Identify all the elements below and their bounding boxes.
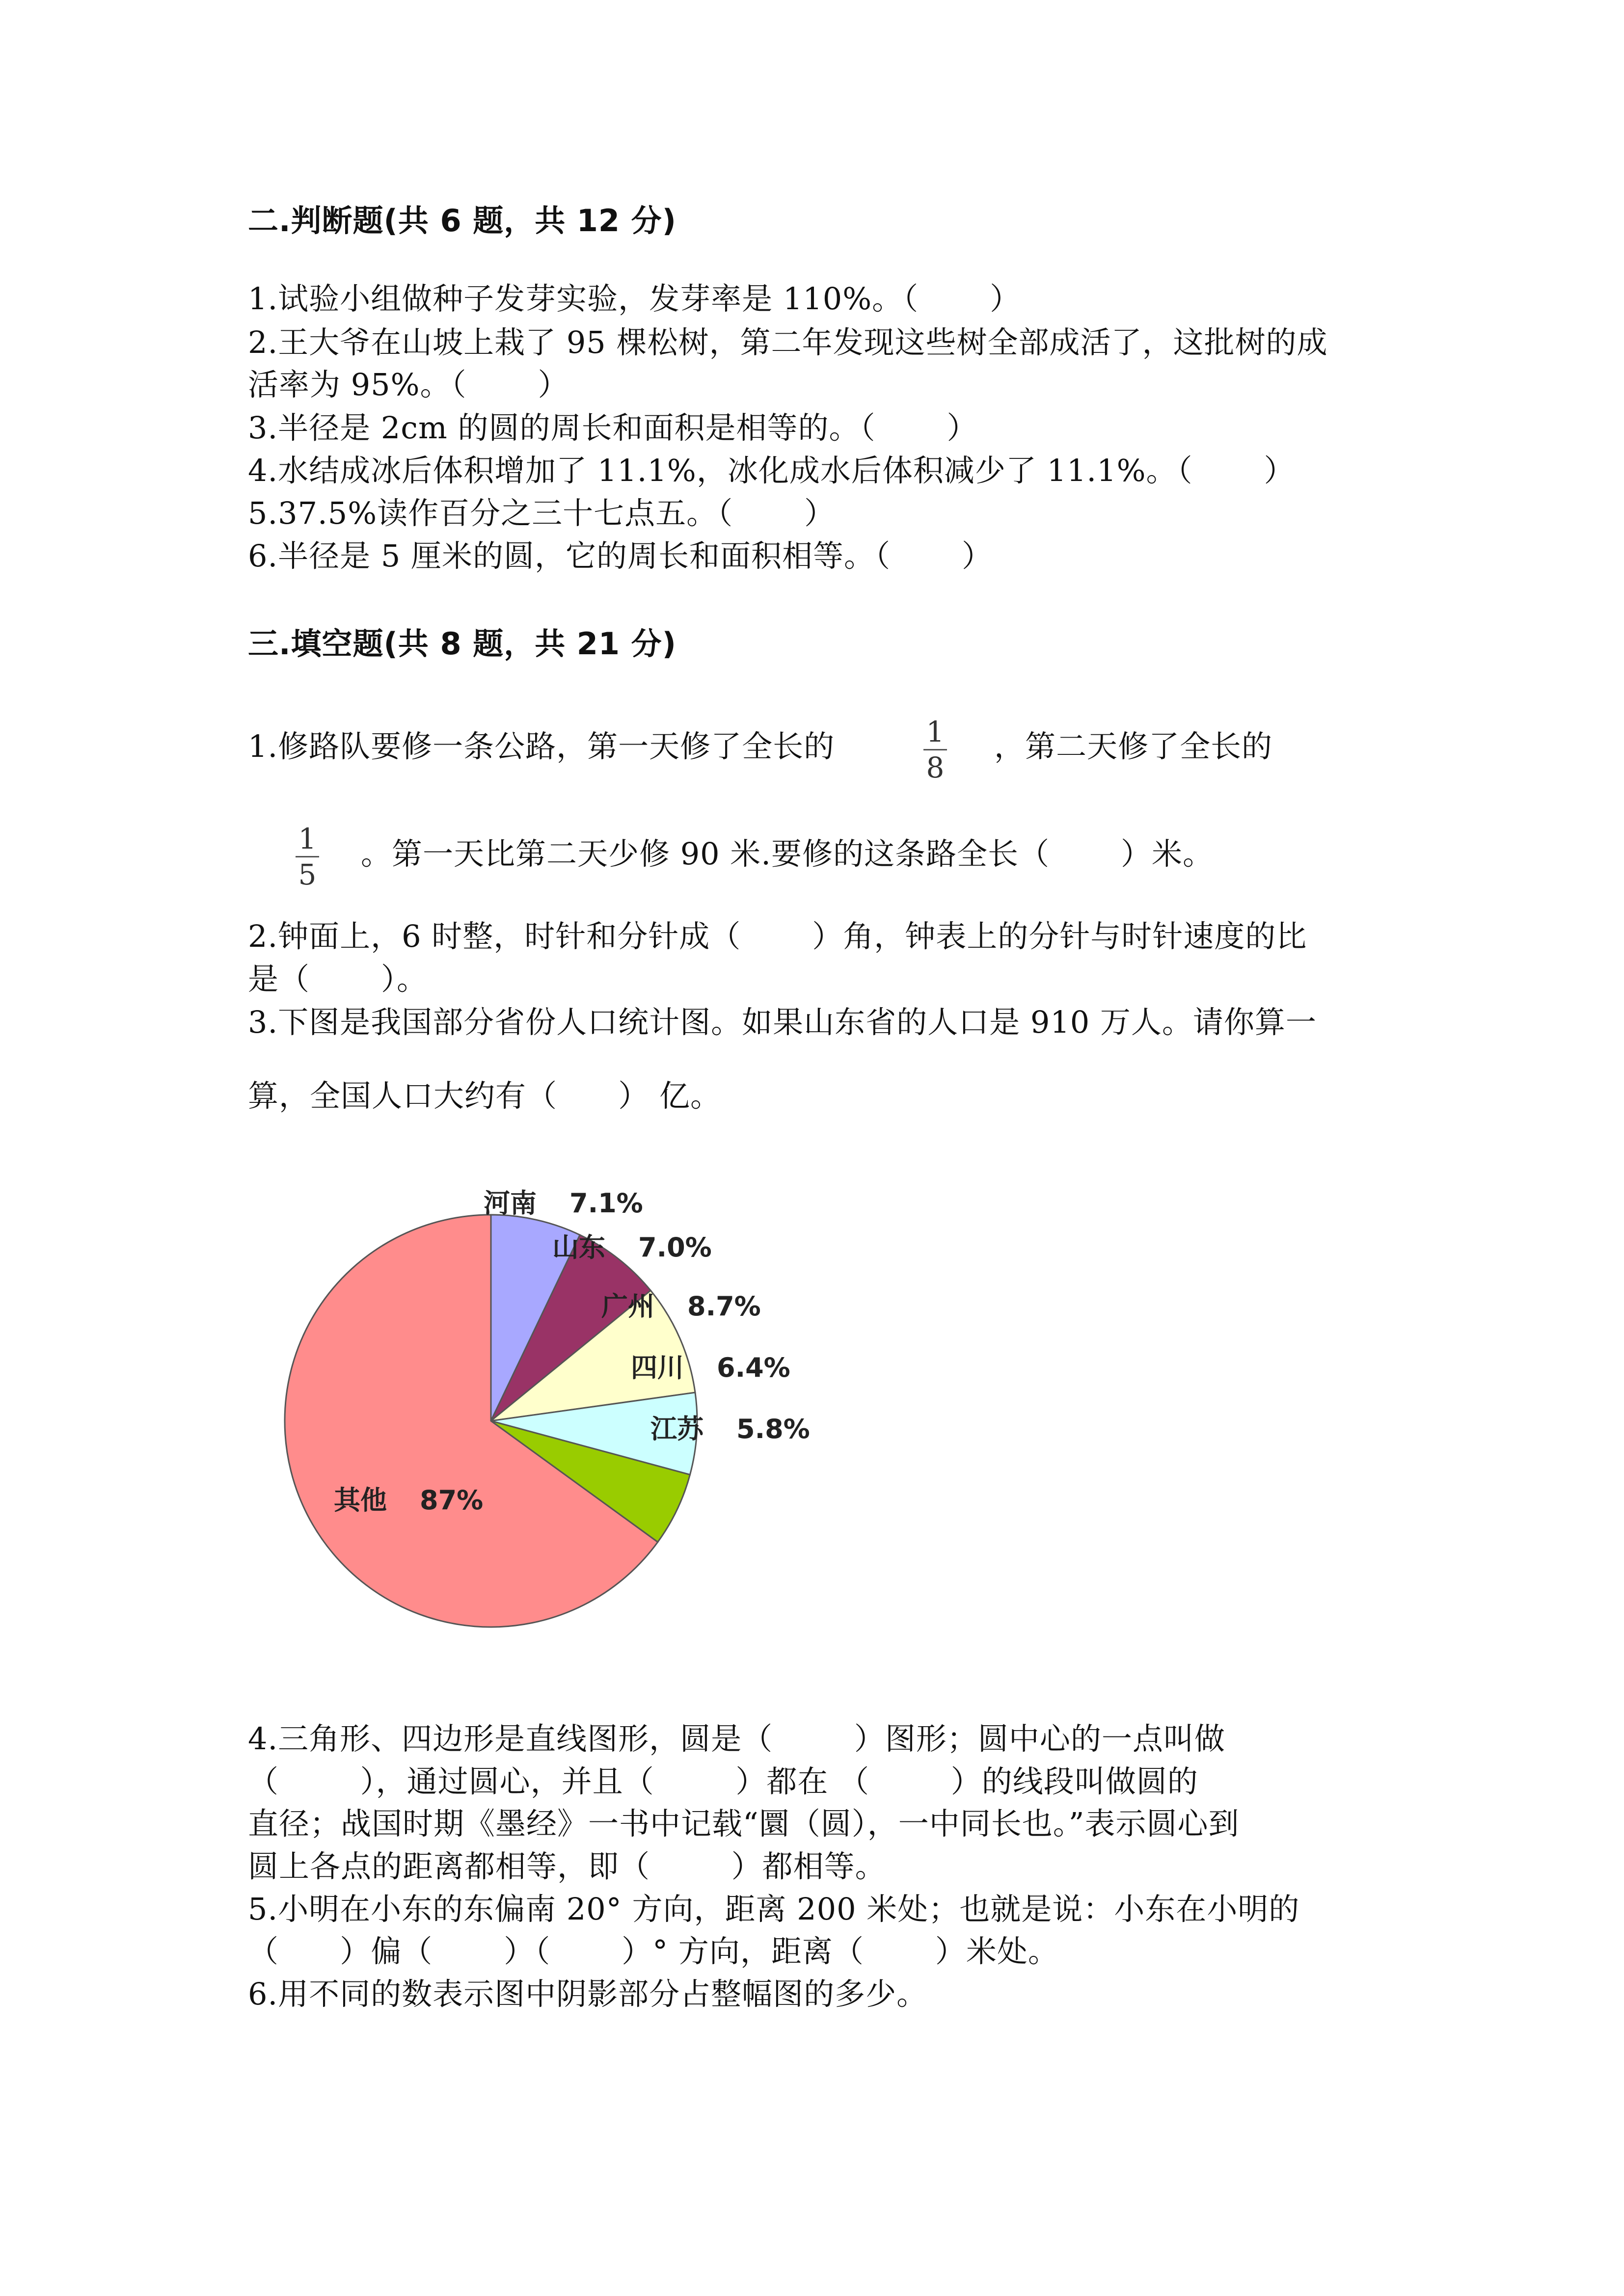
fraction-denominator: 5 bbox=[298, 858, 317, 891]
fraction-numerator: 1 bbox=[926, 715, 945, 748]
fill-question-4-line-3: 直径；战国时期《墨经》一书中记载“圜（圆），一中同长也。”表示圆心到 bbox=[248, 1806, 1240, 1842]
judgement-question-2-line-1: 2.王大爷在山坡上栽了 95 棵松树，第二年发现这些树全部成活了，这批树的成 bbox=[248, 324, 1328, 360]
fill-question-1-part-c: 。第一天比第二天少修 90 米.要修的这条路全长（ ）米。 bbox=[361, 836, 1214, 872]
judgement-question-6: 6.半径是 5 厘米的圆，它的周长和面积相等。（ ） bbox=[248, 538, 993, 574]
pie-slice-label: 江苏 bbox=[650, 1414, 704, 1444]
fill-question-6: 6.用不同的数表示图中阴影部分占整幅图的多少。 bbox=[248, 1976, 928, 2012]
judgement-question-1: 1.试验小组做种子发芽实验，发芽率是 110%。（ ） bbox=[248, 281, 1021, 317]
pie-slice-value-label: 6.4% bbox=[717, 1352, 790, 1383]
judgement-question-4: 4.水结成冰后体积增加了 11.1%，冰化成水后体积减少了 11.1%。（ ） bbox=[248, 453, 1295, 488]
fraction-one-eighth bbox=[920, 717, 950, 783]
fill-question-1-part-b: ，第二天修了全长的 bbox=[994, 728, 1273, 764]
pie-slice-label: 广州 bbox=[601, 1291, 654, 1322]
fraction-denominator: 8 bbox=[926, 751, 945, 784]
fill-question-5-line-2: （ ）偏（ ）（ ）° 方向，距离（ ）米处。 bbox=[248, 1933, 1059, 1969]
pie-slice-value-label: 7.1% bbox=[569, 1188, 643, 1219]
judgement-question-3: 3.半径是 2cm 的圆的周长和面积是相等的。（ ） bbox=[248, 410, 978, 446]
fraction-bar bbox=[923, 749, 947, 750]
pie-slice-label: 四川 bbox=[631, 1352, 684, 1383]
fraction-numerator: 1 bbox=[298, 822, 317, 855]
fill-question-5-line-1: 5.小明在小东的东偏南 20° 方向，距离 200 米处；也就是说：小东在小明的 bbox=[248, 1891, 1300, 1927]
fill-question-4-line-1: 4.三角形、四边形是直线图形，圆是（ ）图形；圆中心的一点叫做 bbox=[248, 1721, 1225, 1757]
pie-slice-value-label: 87% bbox=[420, 1485, 484, 1516]
pie-slice-value-label: 8.7% bbox=[687, 1291, 761, 1322]
fill-question-1-part-a: 1.修路队要修一条公路，第一天修了全长的 bbox=[248, 728, 835, 764]
population-pie-chart bbox=[275, 1178, 864, 1649]
fill-question-2-line-2: 是（ ）。 bbox=[248, 961, 428, 997]
section-title-fill-blank: 三.填空题(共 8 题，共 21 分) bbox=[248, 626, 677, 662]
fill-question-3-line-1: 3.下图是我国部分省份人口统计图。如果山东省的人口是 910 万人。请你算一 bbox=[248, 1004, 1317, 1040]
pie-slice-label: 其他 bbox=[334, 1485, 387, 1516]
judgement-question-2-line-2: 活率为 95%。（ ） bbox=[248, 367, 569, 402]
pie-slice-label: 河南 bbox=[484, 1188, 537, 1219]
fraction-bar bbox=[296, 856, 319, 857]
pie-slice-label: 山东 bbox=[552, 1232, 605, 1263]
fill-question-4-line-2: （ ），通过圆心，并且（ ）都在 （ ）的线段叫做圆的 bbox=[248, 1763, 1198, 1799]
fill-question-2-line-1: 2.钟面上，6 时整，时针和分针成（ ）角，钟表上的分针与时针速度的比 bbox=[248, 918, 1307, 954]
fill-question-3-line-2: 算，全国人口大约有（ ） 亿。 bbox=[248, 1078, 721, 1114]
fill-question-4-line-4: 圆上各点的距离都相等，即（ ）都相等。 bbox=[248, 1848, 886, 1884]
pie-chart-svg bbox=[275, 1178, 864, 1649]
fraction-one-fifth bbox=[293, 824, 322, 890]
section-title-judgement: 二.判断题(共 6 题，共 12 分) bbox=[248, 203, 677, 239]
judgement-question-5: 5.37.5%读作百分之三十七点五。（ ） bbox=[248, 495, 836, 531]
pie-slice-value-label: 7.0% bbox=[638, 1232, 712, 1263]
pie-slices bbox=[285, 1215, 697, 1627]
pie-slice-value-label: 5.8% bbox=[736, 1414, 810, 1444]
